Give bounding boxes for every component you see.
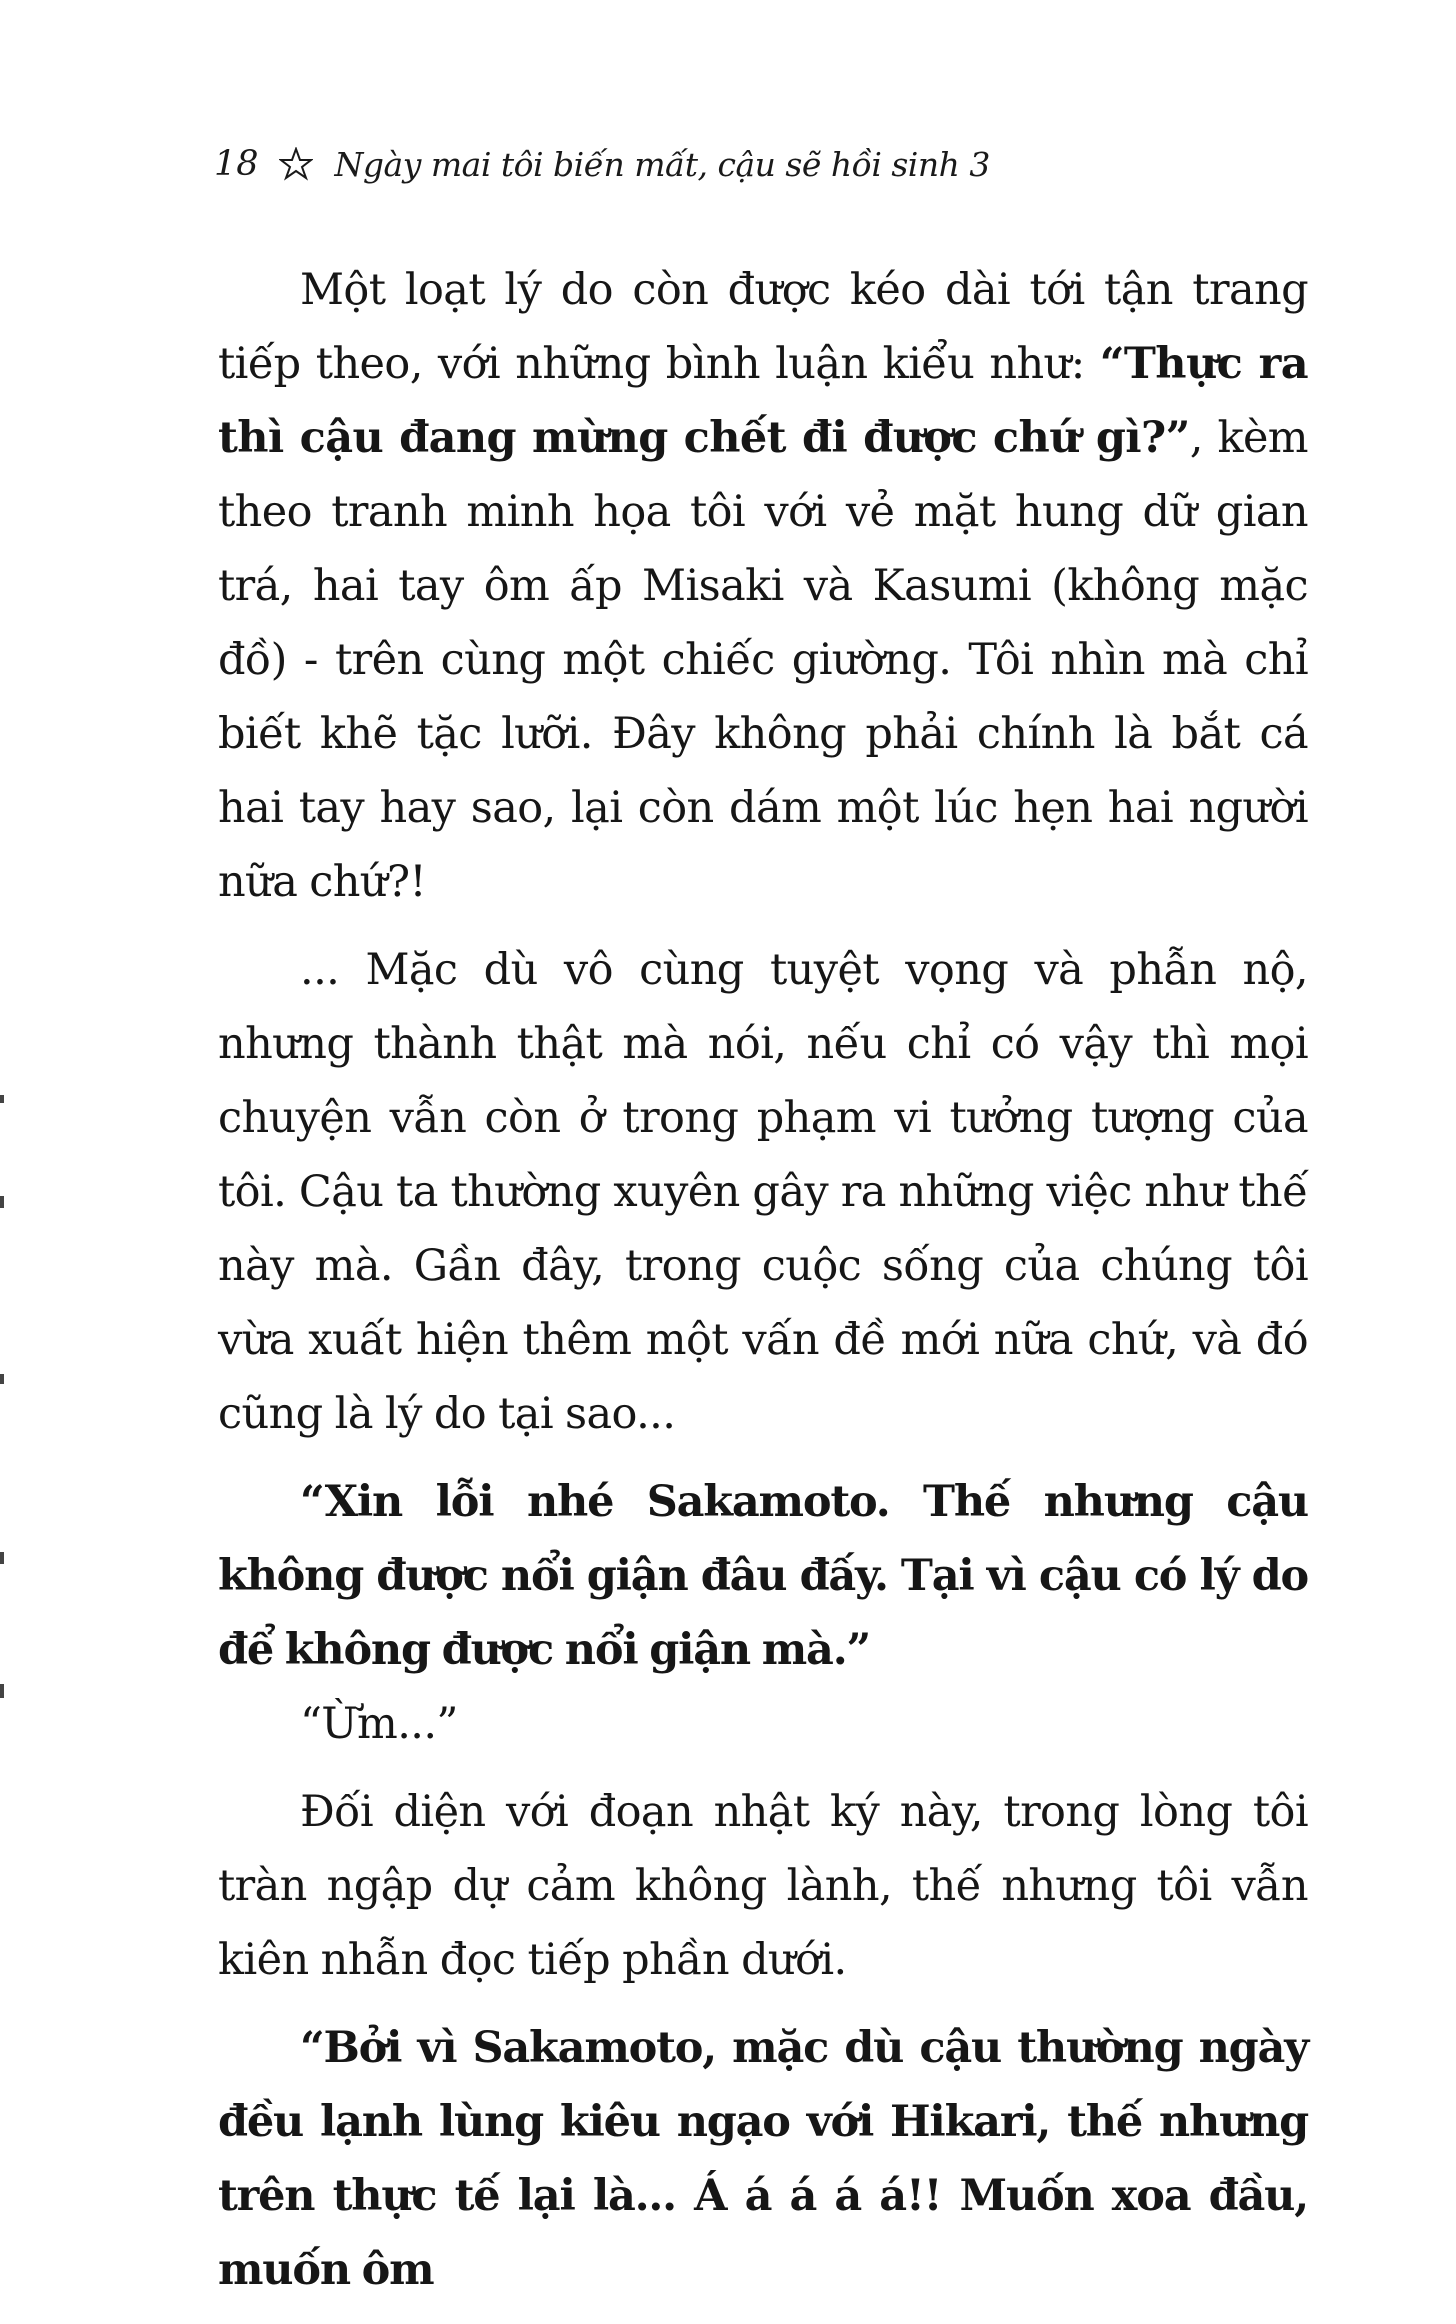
paragraph-2: ... Mặc dù vô cùng tuyệt vọng và phẫn nộ, nhưng thành thật mà nói, nếu chỉ có vậy thì mọi chuyện vẫn còn ở trong phạm vi tưởng tượng của tôi. Cậu ta thường xuyên gây ra những việc như thế này mà. Gần đây, trong cuộc sống của chúng tôi vừa xuất hiện thêm một vấn đề mới nữa chứ, và đó cũng là lý do tại sao... xyxy=(218,945,1308,1439)
scan-edge-mark xyxy=(0,1095,4,1103)
star-icon xyxy=(279,147,313,181)
paragraph-4-reply: “Ừm...” xyxy=(300,1699,458,1749)
paragraph-3-quote: “Xin lỗi nhé Sakamoto. Thế nhưng cậu không được nổi giận đâu đấy. Tại vì cậu có lý do để không được nổi giận mà.” xyxy=(218,1477,1308,1675)
paragraph-5: Đối diện với đoạn nhật ký này, trong lòng tôi tràn ngập dự cảm không lành, thế nhưng tôi vẫn kiên nhẫn đọc tiếp phần dưới. xyxy=(218,1787,1308,1985)
paragraph-6-quote: “Bởi vì Sakamoto, mặc dù cậu thường ngày đều lạnh lùng kiêu ngạo với Hikari, thế nhưng trên thực tế lại là... Á á á á á!! Muốn xoa đầu, muốn ôm xyxy=(218,2023,1308,2295)
paragraph-1 xyxy=(218,253,1308,919)
paragraph-1-start: Một loạt lý do còn được kéo dài tới tận trang tiếp theo, với những bình luận kiểu như: xyxy=(218,265,1308,389)
scan-edge-mark xyxy=(0,1684,4,1698)
paragraph-1-bold-quote: “Thực ra thì cậu đang mừng chết đi được chứ gì?” xyxy=(218,339,1308,463)
scan-edge-mark xyxy=(0,1552,4,1564)
scan-edge-mark xyxy=(0,1196,4,1208)
scan-edge-mark xyxy=(0,1374,4,1384)
body-text xyxy=(218,253,1308,2307)
page-number: 18 xyxy=(214,144,259,184)
paragraph-1-end: , kèm theo tranh minh họa tôi với vẻ mặt hung dữ gian trá, hai tay ôm ấp Misaki và Kasumi (không mặc đồ) - trên cùng một chiếc giường. Tôi nhìn mà chỉ biết khẽ tặc lưỡi. Đây không phải chính là bắt cá hai tay hay sao, lại còn dám một lúc hẹn hai người nữa chứ?! xyxy=(218,413,1308,907)
book-title: Ngày mai tôi biến mất, cậu sẽ hồi sinh 3 xyxy=(334,144,990,184)
running-header xyxy=(214,134,990,194)
